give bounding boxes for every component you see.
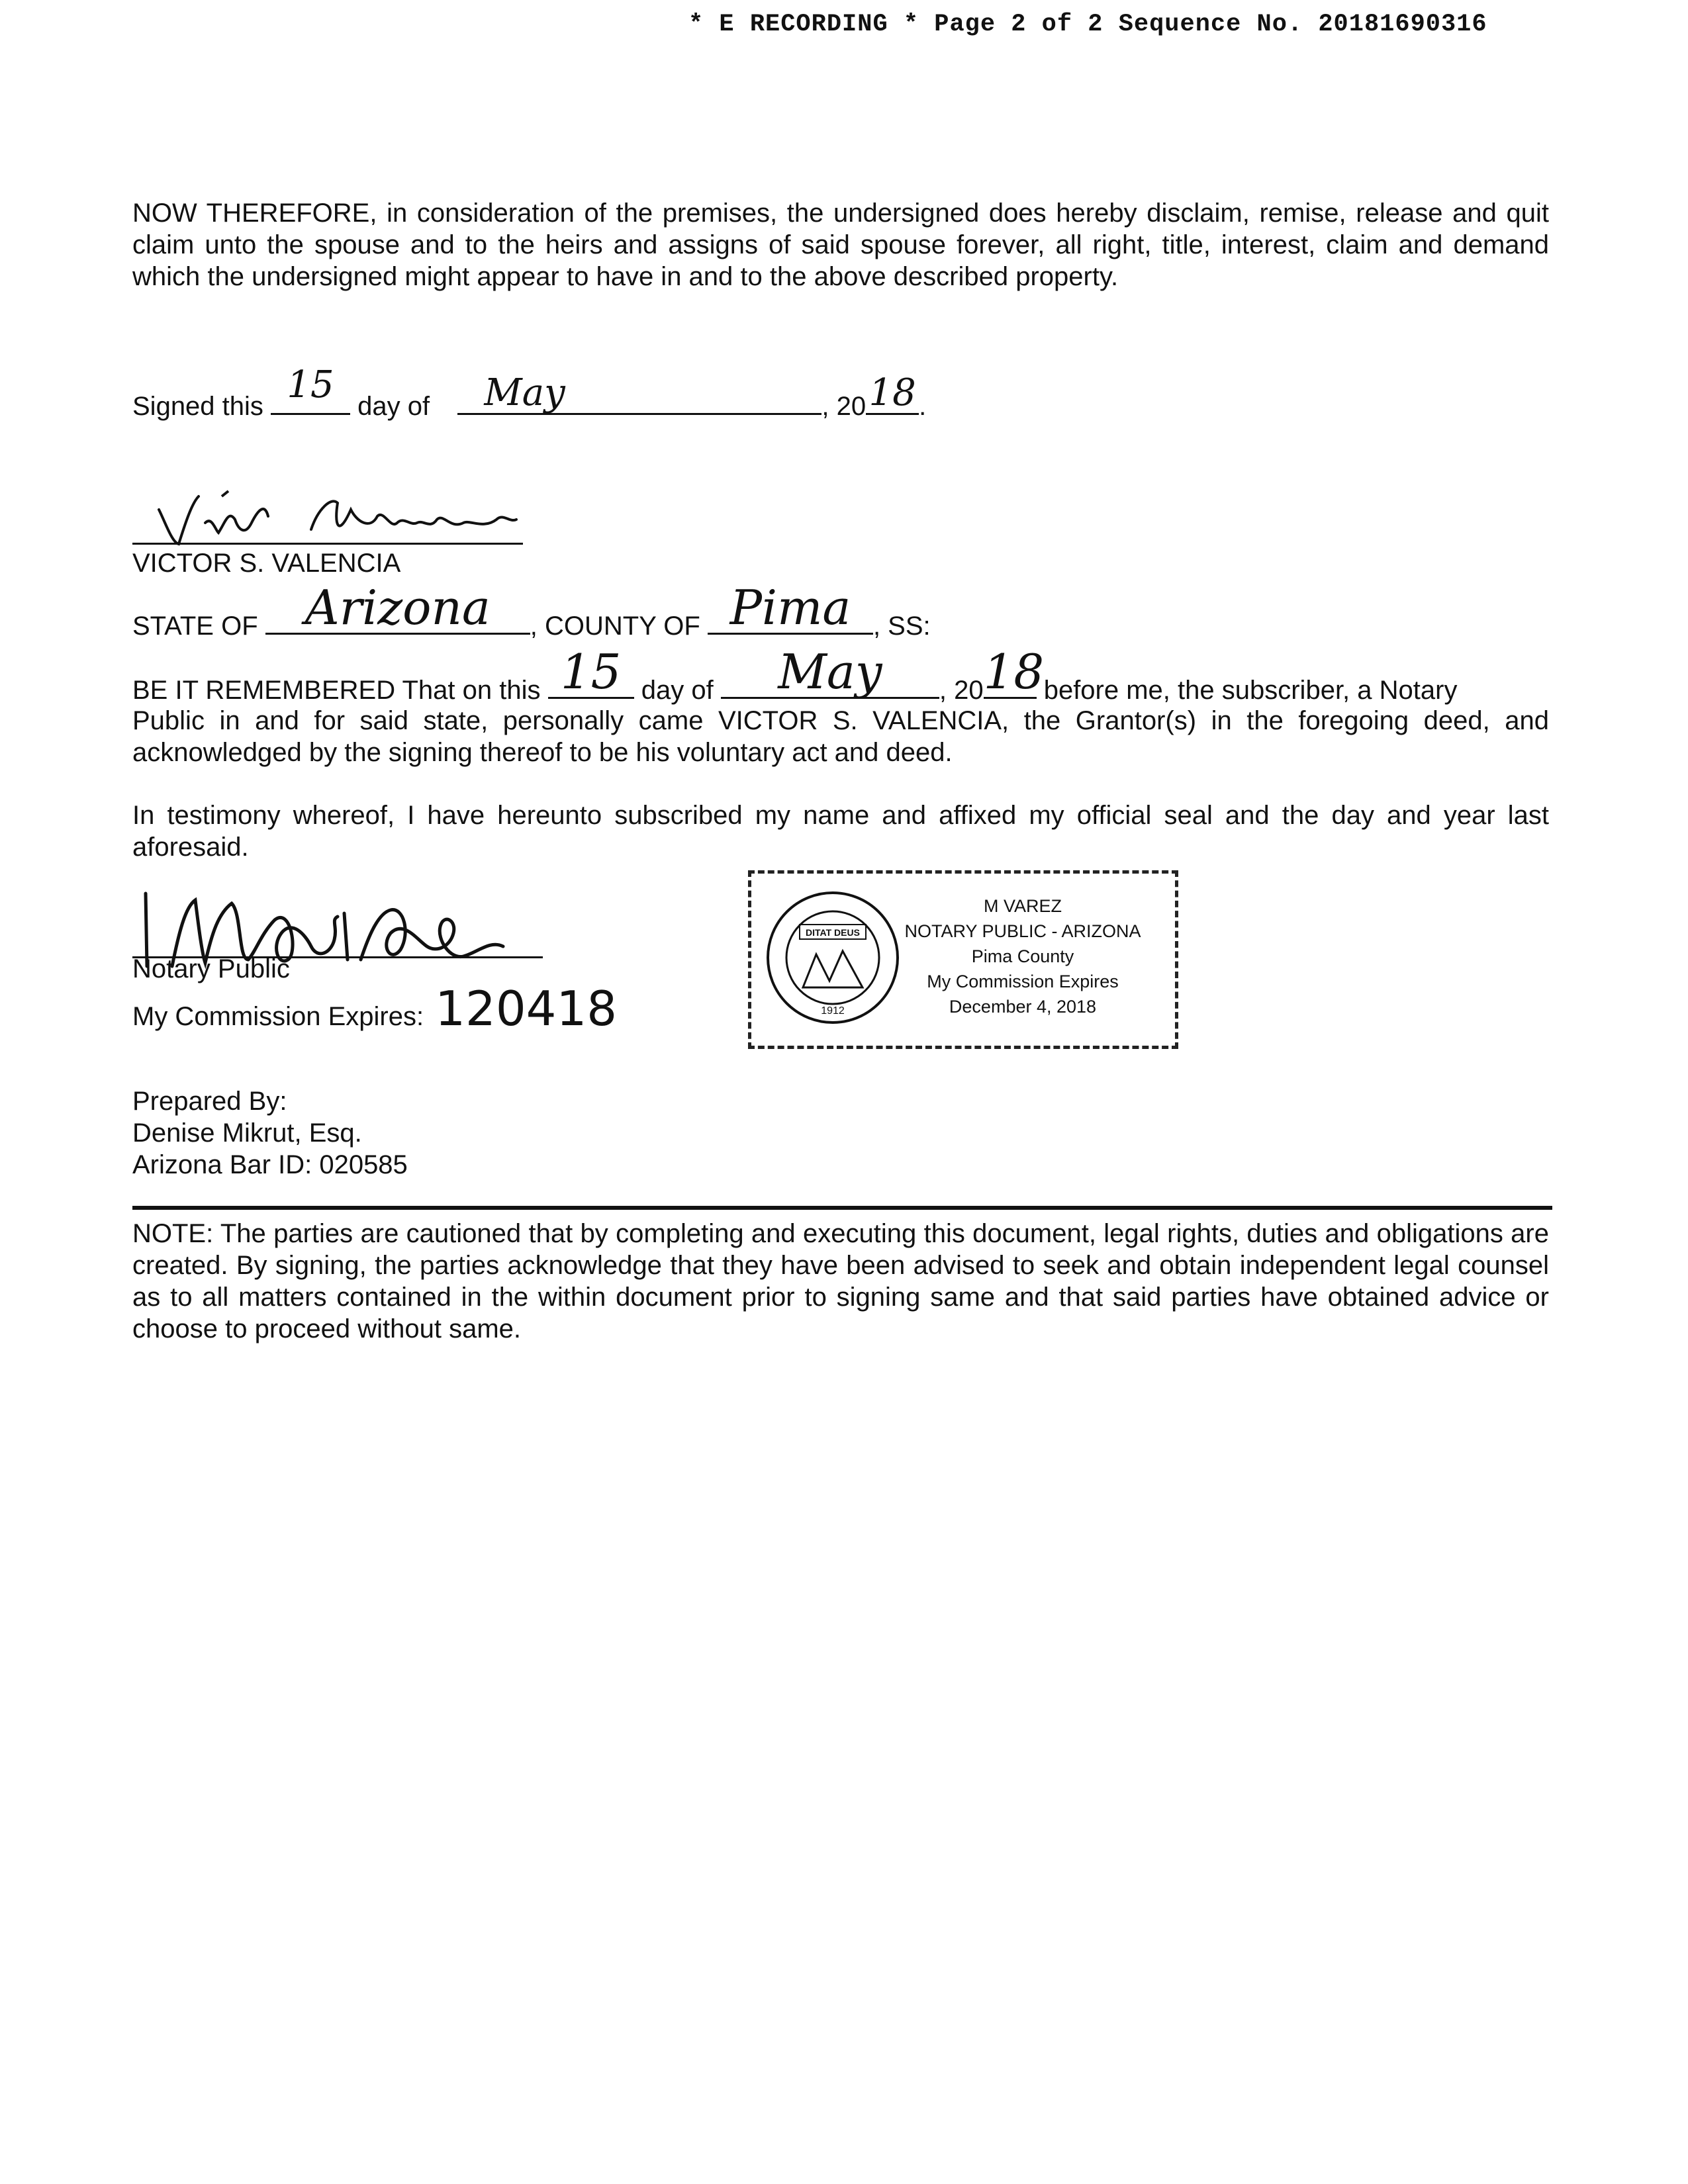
venue-line	[132, 580, 931, 642]
notary-seal-stamp	[748, 870, 1178, 1049]
testimony-paragraph: In testimony whereof, I have hereunto subscribed my name and affixed my official seal and the day and year last aforesaid.	[132, 801, 1549, 862]
prepared-by-label: Prepared By:	[132, 1087, 287, 1116]
commission-label: My Commission Expires:	[132, 1002, 424, 1031]
county-blank	[708, 580, 873, 635]
ack-year-handwriting: 18	[983, 644, 1045, 700]
seal-line-county: Pima County	[971, 946, 1074, 966]
ack-month-blank	[721, 644, 939, 700]
acknowledgment-first-line	[132, 644, 1552, 706]
county-handwriting: Pima	[729, 580, 851, 635]
commission-handwriting: 120418	[435, 981, 618, 1036]
seal-emblem-text: DITAT DEUS	[806, 927, 860, 938]
seal-emblem-year: 1912	[821, 1005, 845, 1017]
ss-label: , SS:	[872, 612, 931, 641]
ack-day-of: day of	[641, 676, 714, 705]
signed-year-blank	[866, 371, 919, 415]
signed-line	[132, 363, 927, 422]
ack-day-blank	[548, 644, 634, 700]
prepared-by-name: Denise Mikrut, Esq.	[132, 1118, 362, 1148]
now-therefore-paragraph: NOW THEREFORE, in consideration of the premises, the undersigned does hereby disclaim, remise, release and quit claim unto the spouse and to the heirs and assigns of said spouse forever, all right, title, interest, claim and demand which the undersigned might appear to have in and to the above described property.	[132, 199, 1549, 291]
ack-lead: BE IT REMEMBERED That on this	[132, 676, 541, 705]
recording-header: * E RECORDING * Page 2 of 2 Sequence No. 20181690316	[688, 11, 1487, 38]
grantor-signature-line	[132, 543, 523, 545]
signed-year-prefix: , 20	[821, 392, 867, 421]
state-handwriting: Arizona	[305, 580, 491, 635]
note-paragraph: NOTE: The parties are cautioned that by completing and executing this document, legal rights, duties and obligations are created. By signing, the parties acknowledge that they have been advised to seek and obtain independent legal counsel as to all matters contained in the within document prior to signing same and that said parties have obtained advice or choose to proceed without same.	[132, 1219, 1549, 1343]
arizona-state-seal-icon	[763, 888, 902, 1027]
ack-year-blank	[983, 644, 1045, 700]
ack-day-handwriting: 15	[560, 644, 622, 700]
signed-day-handwriting: 15	[287, 363, 334, 406]
seal-line-title: NOTARY PUBLIC - ARIZONA	[904, 921, 1141, 941]
grantor-name: VICTOR S. VALENCIA	[132, 549, 401, 578]
signed-middle: day of	[357, 392, 430, 421]
signed-day-blank	[271, 363, 350, 415]
notary-label: Notary Public	[132, 954, 290, 983]
seal-line-name: M VAREZ	[983, 896, 1062, 916]
ack-year-prefix: , 20	[939, 676, 984, 705]
signed-year-handwriting: 18	[868, 371, 916, 414]
section-divider	[132, 1206, 1552, 1210]
grantor-signature	[152, 483, 523, 549]
seal-line-commission: My Commission Expires	[927, 972, 1119, 991]
county-label: , COUNTY OF	[530, 612, 700, 641]
prepared-by-bar-id: Arizona Bar ID: 020585	[132, 1150, 408, 1179]
signed-month-handwriting: May	[484, 371, 565, 414]
seal-line-date: December 4, 2018	[949, 997, 1097, 1017]
ack-month-handwriting: May	[778, 644, 882, 700]
commission-line	[132, 981, 618, 1036]
acknowledgment-rest: Public in and for said state, personally came VICTOR S. VALENCIA, the Grantor(s) in the foregoing deed, and acknowledged by the signing thereof to be his voluntary act and deed.	[132, 706, 1549, 767]
ack-after: before me, the subscriber, a Notary	[1043, 676, 1458, 705]
state-blank	[265, 580, 530, 635]
signed-prefix: Signed this	[132, 392, 263, 421]
seal-text-block	[884, 893, 1162, 1019]
state-label: STATE OF	[132, 612, 258, 641]
signed-suffix: .	[919, 392, 927, 421]
signed-month-blank	[457, 371, 821, 415]
